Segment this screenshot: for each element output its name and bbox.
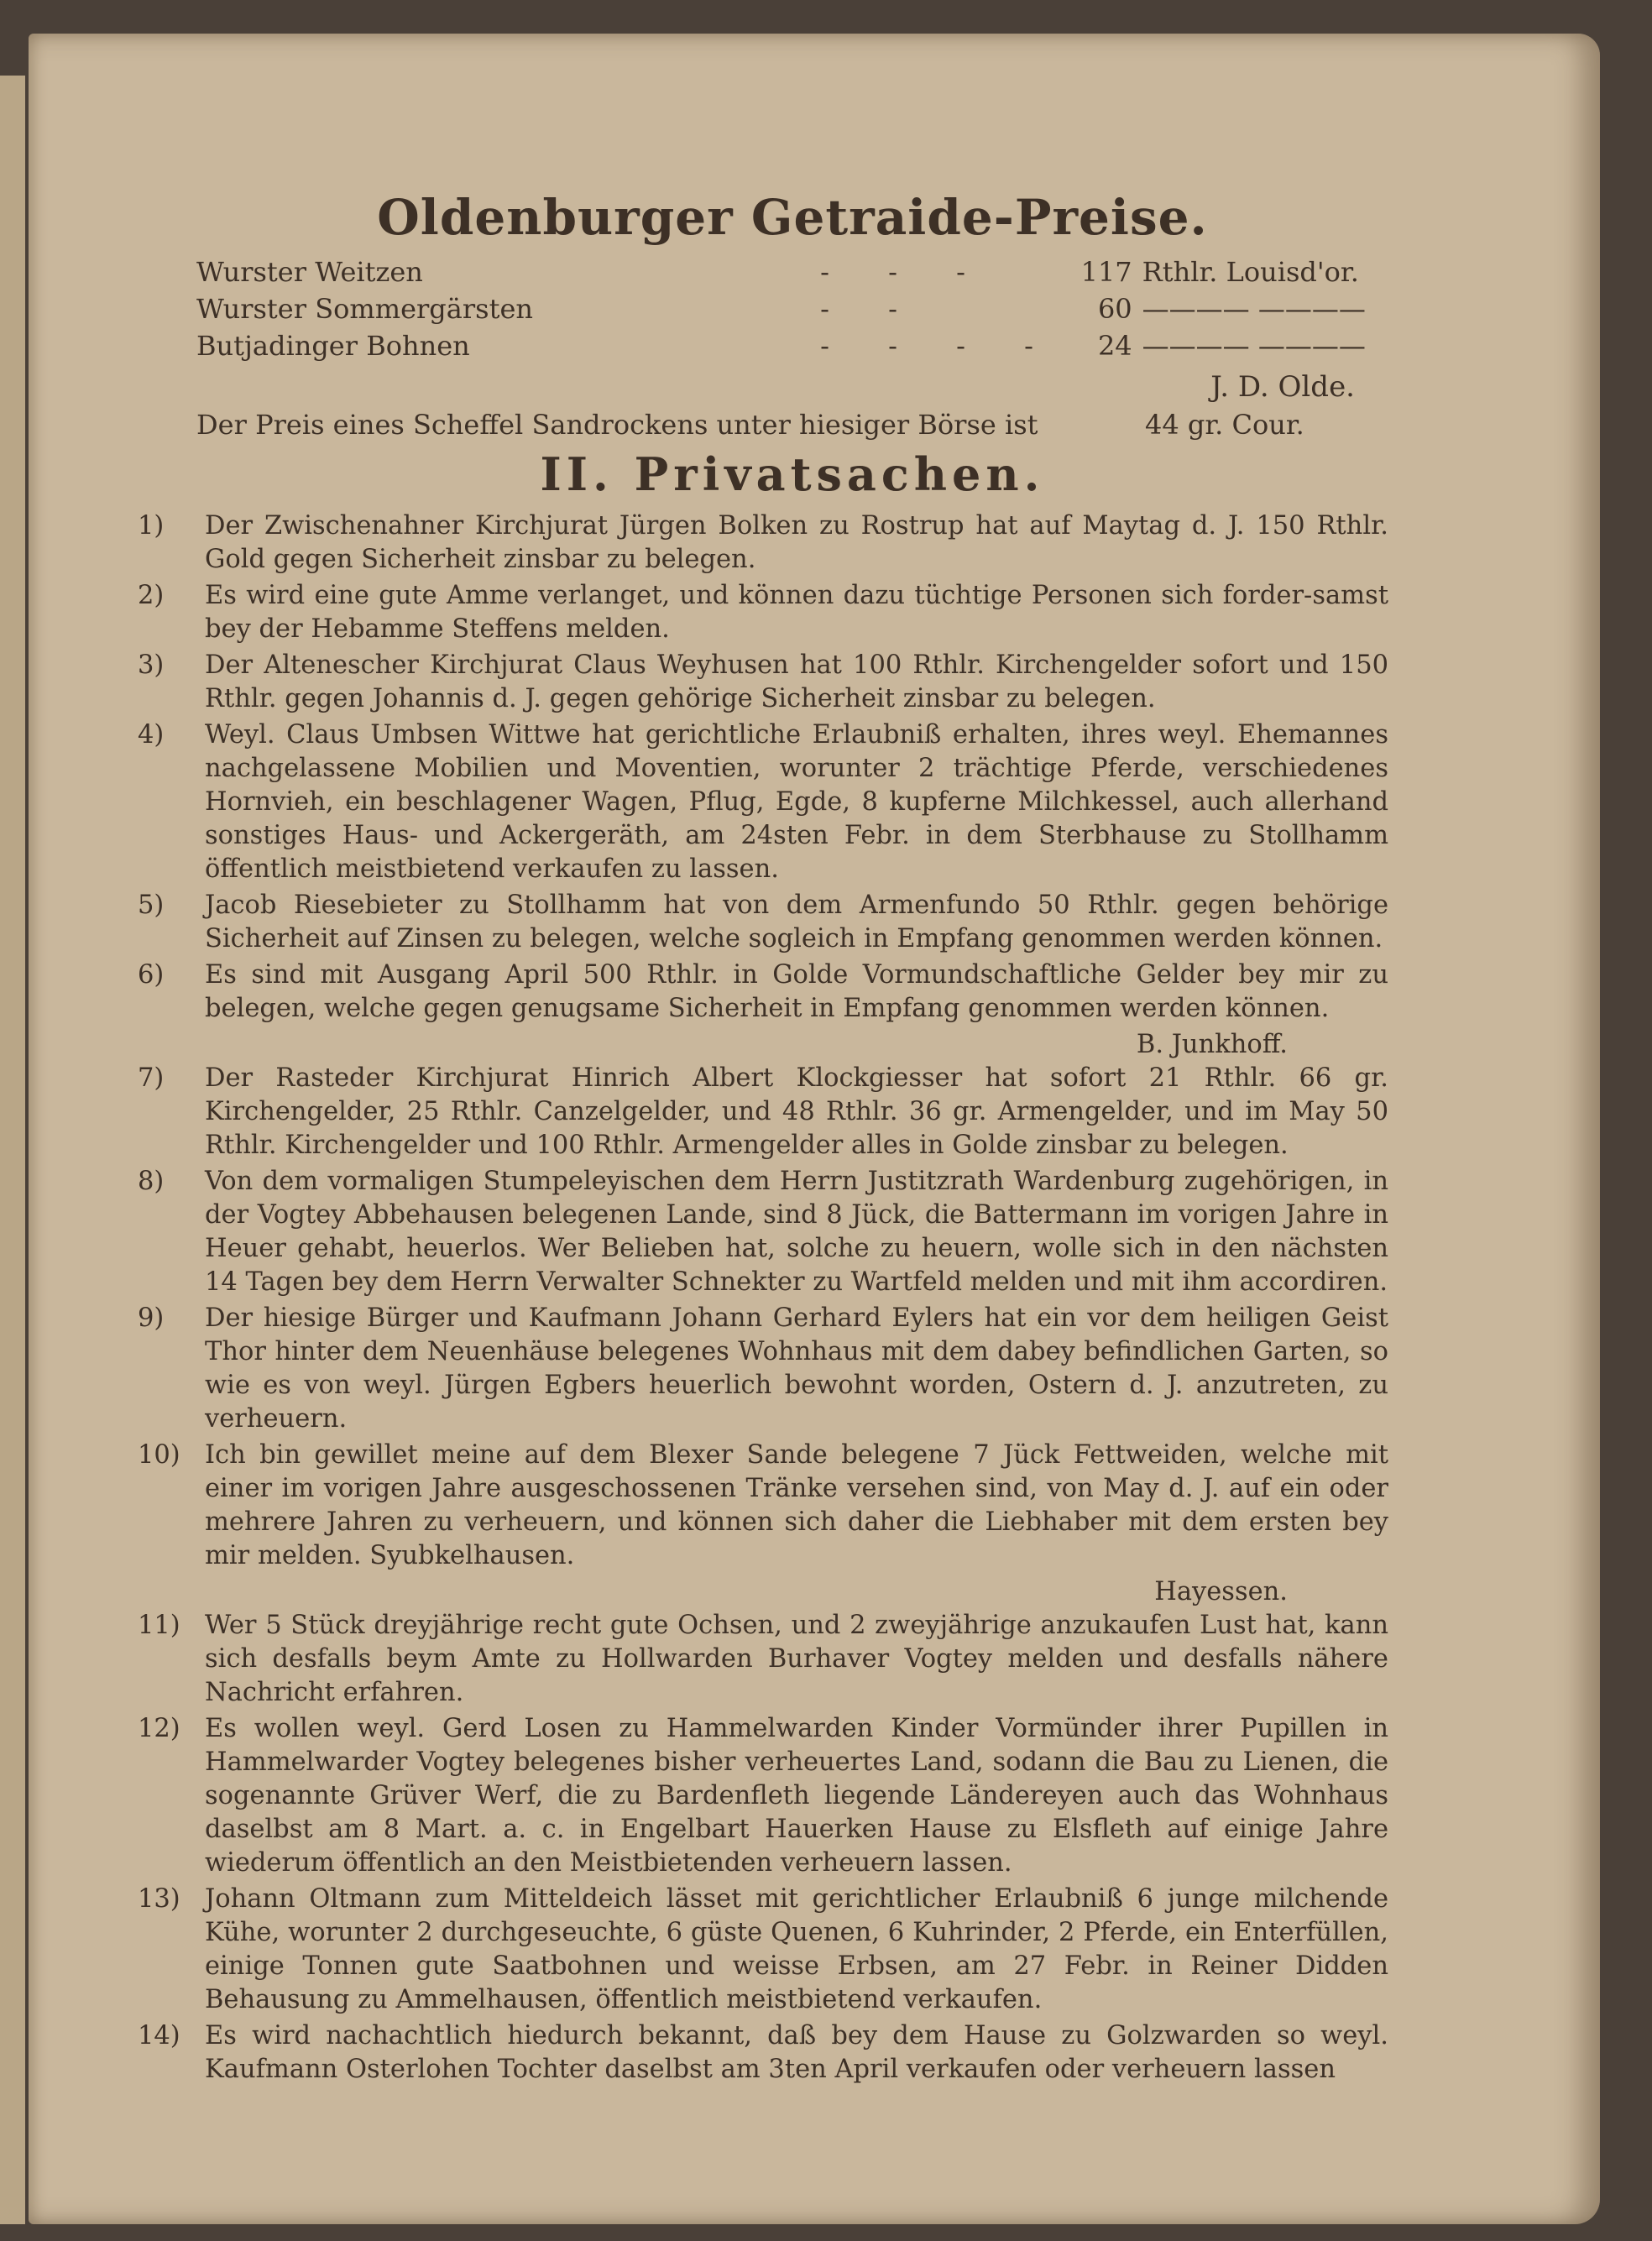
list-item [138, 579, 1388, 646]
price-item: Wurster Sommergärsten [196, 293, 533, 325]
price-item: Wurster Weitzen [196, 256, 423, 288]
entry-text: Der hiesige Bürger und Kaufmann Johann Gerhard Eylers hat ein vor dem heiligen Geist Thor hinter dem Neuenhäuse belegenes Wohnhaus mit dem dabey befindlichen Garten, so wie es von weyl. Jürgen Egbers heuerlich bewohnt worden, Ostern d. J. anzutreten, zu verheuern. [205, 1303, 1388, 1434]
price-item: Butjadinger Bohnen [196, 330, 470, 362]
entry-number: 9) [138, 1303, 165, 1333]
entry-text: Jacob Riesebieter zu Stollhamm hat von dem Armenfundo 50 Rthlr. gegen behörige Sicherheit auf Zinsen zu belegen, welche sogleich in Empfang genommen werden können. [205, 891, 1388, 953]
entry-number: 3) [138, 650, 165, 680]
price-row [196, 256, 1388, 293]
list-item [138, 1165, 1388, 1299]
price-value: 24 [1097, 330, 1132, 362]
list-item [138, 2019, 1388, 2087]
entry-text: Es wird eine gute Amme verlanget, und können dazu tüchtige Personen sich forder-samst bey der Hebamme Steffens melden. [205, 581, 1388, 644]
list-item [138, 718, 1388, 886]
list-item [138, 1439, 1388, 1573]
price-value: 60 [1097, 293, 1132, 325]
entry-text: Ich bin gewillet meine auf dem Blexer Sande belegene 7 Jück Fettweiden, welche mit einer im vorigen Jahre ausgeschossenen Tränke versehen sind, von May d. J. auf ein oder mehrere Jahren zu verheuern, und können sich daher die Liebhaber mit dem ersten bey mir melden. Syubkelhausen. [205, 1440, 1388, 1570]
price-value: 117 [1080, 256, 1132, 288]
entry-number: 13) [138, 1884, 180, 1914]
entry-number: 1) [138, 511, 165, 541]
price-unit: Rthlr. Louisd'or. [1142, 256, 1359, 288]
price-row [196, 293, 1388, 330]
sandrocken-value: 44 gr. Cour. [1145, 409, 1304, 441]
sandrocken-price [196, 409, 1388, 441]
entry-signature: B. Junkhoff. [1136, 1030, 1288, 1059]
sandrocken-text: Der Preis eines Scheffel Sandrockens unter hiesiger Börse ist [196, 409, 1038, 441]
section-heading: II. Privatsachen. [540, 447, 1045, 501]
price-unit: ———— ———— [1142, 330, 1366, 362]
list-item [138, 1883, 1388, 2017]
entry-number: 2) [138, 581, 165, 610]
entry-text: Johann Oltmann zum Mitteldeich lässet mit gerichtlicher Erlaubniß 6 junge milchende Kühe, worunter 2 durchgeseuchte, 6 güste Quenen, 6 Kuhrinder, 2 Pferde, ein Enterfüllen, einige Tonnen gute Saatbohnen und weisse Erbsen, am 27 Febr. in Reiner Didden Behausung zu Ammelhausen, öffentlich meistbietend verkaufen. [205, 1884, 1388, 2014]
list-item [138, 1609, 1388, 1710]
entry-text: Wer 5 Stück dreyjährige recht gute Ochsen, und 2 zweyjährige anzukaufen Lust hat, kann sich desfalls beym Amte zu Hollwarden Burhaver Vogtey melden und desfalls nähere Nachricht erfahren. [205, 1611, 1388, 1707]
entry-text: Es wird nachachtlich hiedurch bekannt, daß bey dem Hause zu Golzwarden so weyl. Kaufmann Osterlohen Tochter daselbst am 3ten April verkaufen oder verheuern lassen [205, 2021, 1388, 2084]
list-item [138, 509, 1388, 577]
entry-number: 5) [138, 891, 165, 920]
entry-number: 14) [138, 2021, 180, 2050]
list-item [138, 959, 1388, 1026]
entry-text: Der Rasteder Kirchjurat Hinrich Albert Klockgiesser hat sofort 21 Rthlr. 66 gr. Kirchengelder, 25 Rthlr. Canzelgelder, und 48 Rthlr. 36 gr. Armengelder, und im May 50 Rthlr. Kirchengelder und 100 Rthlr. Armengelder alles in Golde zinsbar zu belegen. [205, 1063, 1388, 1160]
entry-number: 8) [138, 1167, 165, 1196]
entry-number: 12) [138, 1714, 180, 1743]
entry-number: 4) [138, 720, 165, 750]
entry-number: 6) [138, 960, 165, 990]
entry-text: Von dem vormaligen Stumpeleyischen dem Herrn Justitzrath Wardenburg zugehörigen, in der Vogtey Abbehausen belegenen Lande, sind 8 Jück, die Battermann im vorigen Jahre in Heuer gehabt, heuerlos. Wer Belieben hat, solche zu heuern, wolle sich in den nächsten 14 Tagen bey dem Herrn Verwalter Schnekter zu Wartfeld melden und mit ihm accordiren. [205, 1167, 1388, 1297]
entry-text: Es sind mit Ausgang April 500 Rthlr. in Golde Vormundschaftliche Gelder bey mir zu belegen, welche gegen genugsame Sicherheit in Empfang genommen werden können. [205, 960, 1388, 1023]
price-unit: ———— ———— [1142, 293, 1366, 325]
price-signature: J. D. Olde. [1210, 370, 1355, 404]
price-table [196, 256, 1388, 367]
entry-signature: Hayessen. [1154, 1577, 1288, 1606]
entry-number: 7) [138, 1063, 165, 1093]
price-dashes: - - - [820, 256, 991, 288]
page-title: Oldenburger Getraide-Preise. [377, 189, 1208, 246]
list-item [138, 1062, 1388, 1162]
entry-text: Der Zwischenahner Kirchjurat Jürgen Bolken zu Rostrup hat auf Maytag d. J. 150 Rthlr. Gold gegen Sicherheit zinsbar zu belegen. [205, 511, 1388, 574]
entries-list [138, 509, 1388, 2087]
list-item [138, 1712, 1388, 1880]
previous-page-edge [0, 76, 25, 2224]
document-page [29, 34, 1600, 2224]
price-row [196, 330, 1388, 367]
entry-text: Der Altenescher Kirchjurat Claus Weyhusen hat 100 Rthlr. Kirchengelder sofort und 150 Rthlr. gegen Johannis d. J. gegen gehörige Sicherheit zinsbar zu belegen. [205, 650, 1388, 713]
page-content [138, 189, 1388, 2089]
entry-text: Weyl. Claus Umbsen Wittwe hat gerichtliche Erlaubniß erhalten, ihres weyl. Ehemannes nachgelassene Mobilien und Moventien, worunter 2 trächtige Pferde, verschiedenes Hornvieh, ein beschlagener Wagen, Pflug, Egde, 8 kupferne Milchkessel, auch allerhand sonstiges Haus- und Ackergeräth, am 24sten Febr. in dem Sterbhause zu Stollhamm öffentlich meistbietend verkaufen zu lassen. [205, 720, 1388, 884]
entry-text: Es wollen weyl. Gerd Losen zu Hammelwarden Kinder Vormünder ihrer Pupillen in Hammelwarder Vogtey belegenes bisher verheuertes Land, sodann die Bau zu Lienen, die sogenannte Grüver Werf, die zu Bardenfleth liegende Ländereyen auch das Wohnhaus daselbst am 8 Mart. a. c. in Engelbart Hauerken Hause zu Elsfleth auf einige Jahre wiederum öffentlich an den Meistbietenden verheuern lassen. [205, 1714, 1388, 1878]
list-item [138, 889, 1388, 956]
list-item [138, 1302, 1388, 1436]
entry-number: 11) [138, 1611, 180, 1640]
price-dashes: - - [820, 293, 923, 325]
price-dashes: - - - - [820, 330, 1059, 362]
list-item [138, 649, 1388, 716]
entry-number: 10) [138, 1440, 180, 1470]
